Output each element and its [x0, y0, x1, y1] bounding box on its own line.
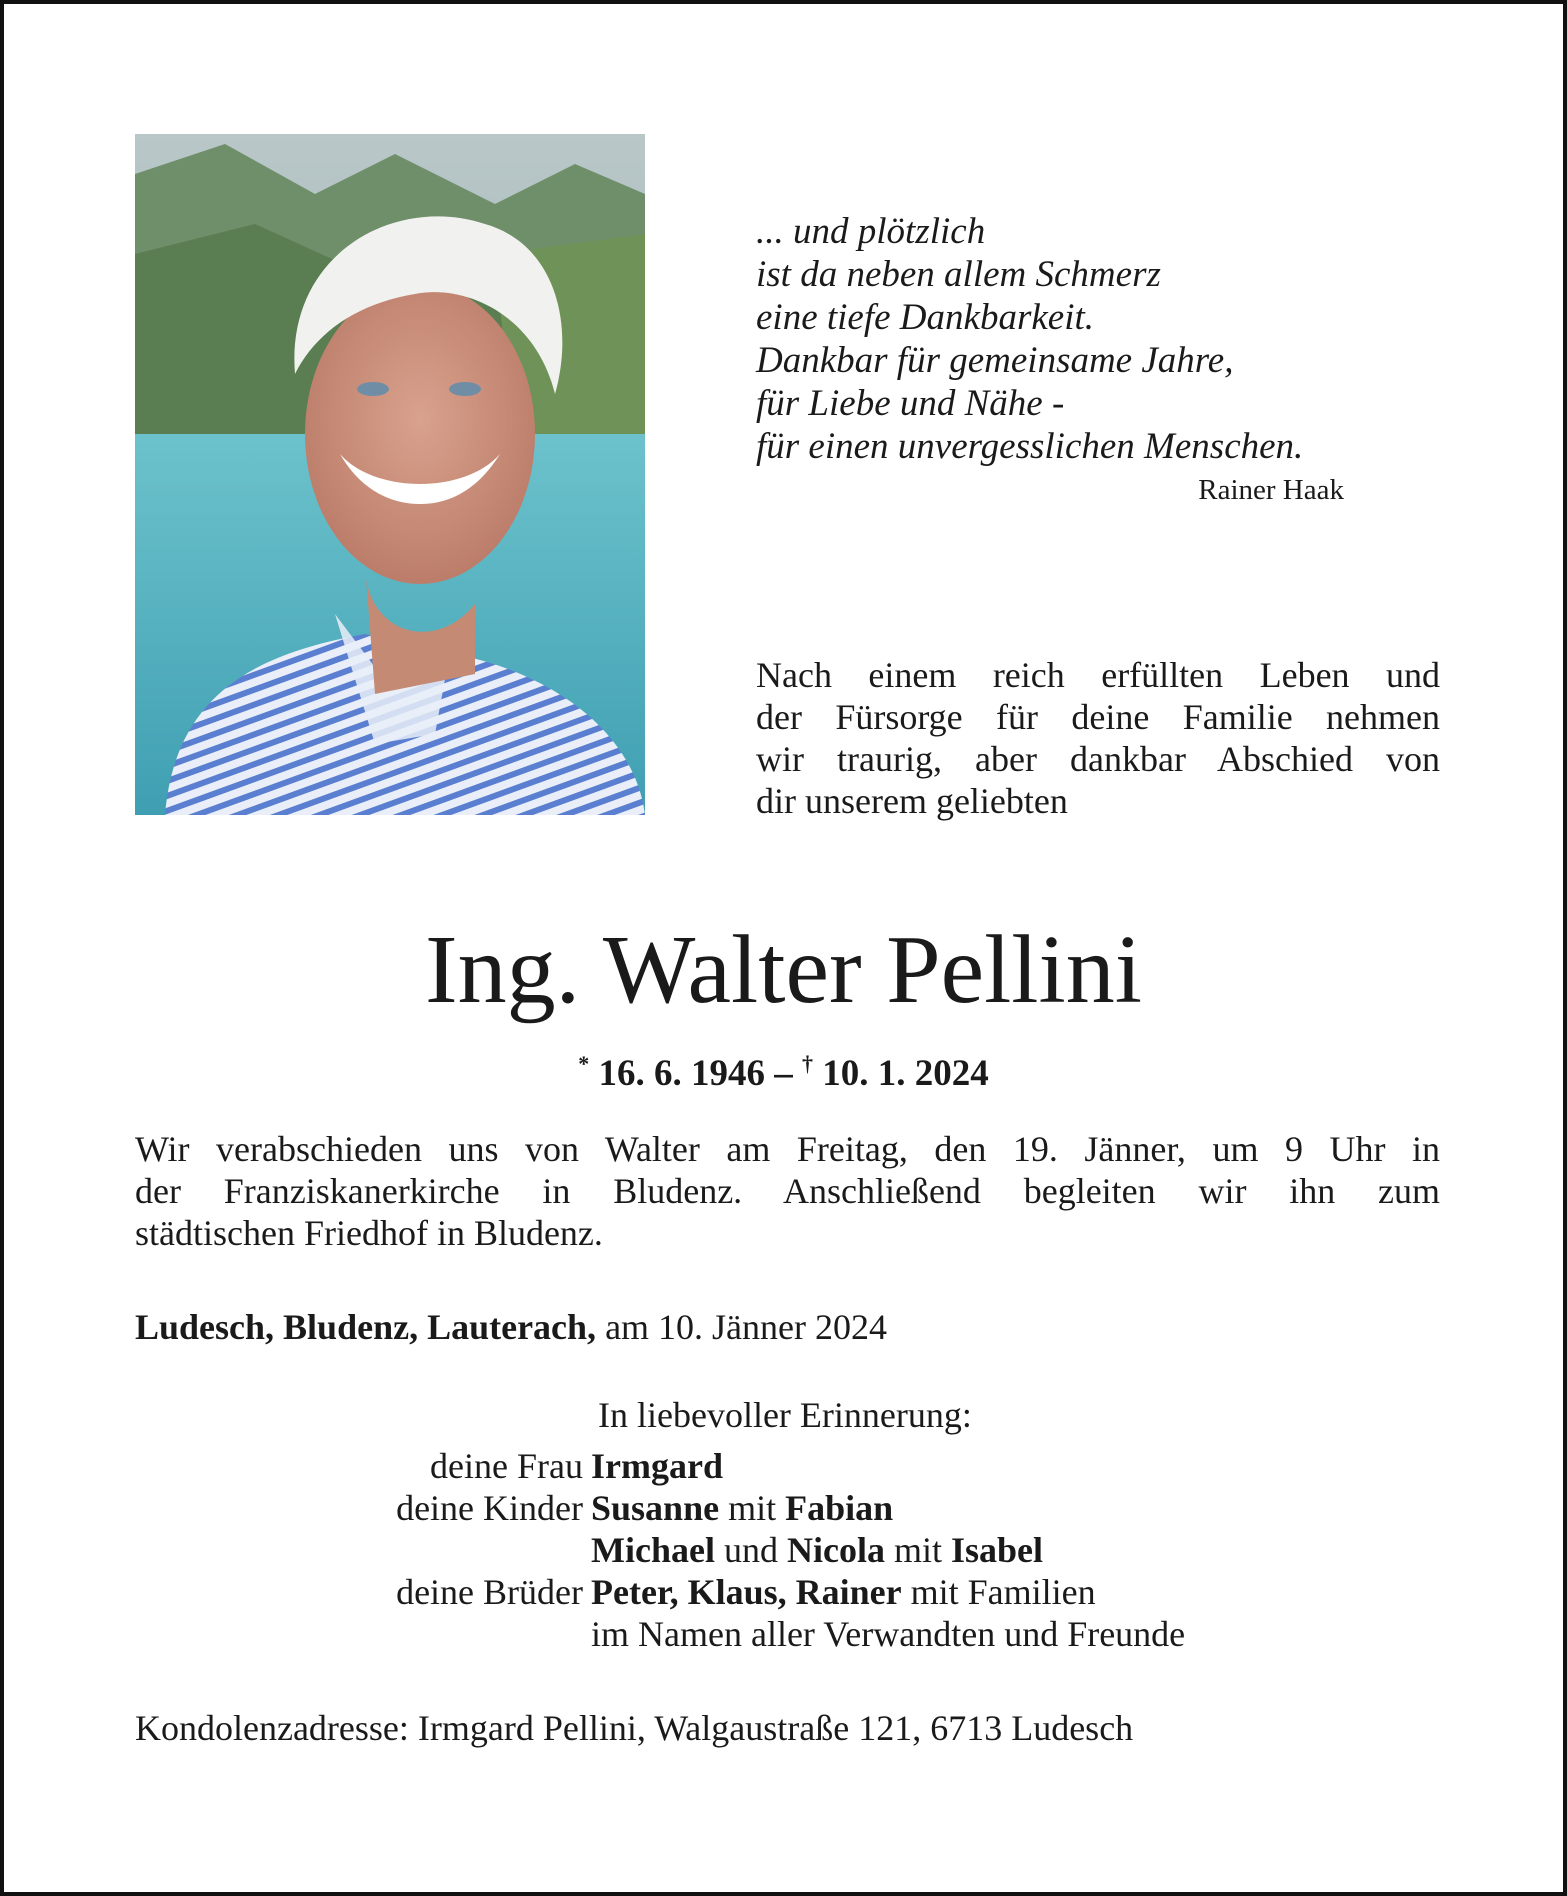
relation-label-empty: [135, 1613, 591, 1655]
partner-name: Fabian: [785, 1488, 894, 1528]
family-names: [591, 1571, 1096, 1613]
quote-line: für Liebe und Nähe -: [756, 383, 1065, 424]
brothers-names: Peter, Klaus, Rainer: [591, 1572, 902, 1612]
relation-label: deine Brüder: [396, 1572, 583, 1612]
quote-line: ... und plötzlich: [756, 211, 986, 252]
conjunction: mit: [893, 1530, 942, 1570]
conjunction: und: [723, 1530, 778, 1570]
child-name: Michael: [591, 1530, 715, 1570]
death-symbol: †: [802, 1051, 813, 1076]
place-towns: Ludesch, Bludenz, Lauterach,: [135, 1307, 597, 1347]
wife-name: Irmgard: [591, 1446, 723, 1486]
quote-line: Dankbar für gemeinsame Jahre,: [756, 340, 1234, 381]
date-separator: –: [774, 1053, 793, 1094]
quote-poem: [756, 210, 1356, 468]
grandchild-name: Isabel: [950, 1530, 1043, 1570]
memory-heading: In liebevoller Erinnerung:: [598, 1395, 972, 1435]
quote-line: ist da neben allem Schmerz: [756, 254, 1161, 295]
condolence-address: Kondolenzadresse: Irmgard Pellini, Walgaustraße 121, 6713 Ludesch: [135, 1708, 1134, 1748]
family-row-children: [135, 1487, 1440, 1529]
place-date-line: [135, 1306, 887, 1348]
family-row-children-2: [135, 1529, 1440, 1571]
intro-line: wir traurig, aber dankbar Abschied von: [756, 739, 1440, 779]
relation-label: deine Frau: [430, 1446, 583, 1486]
service-line: städtischen Friedhof in Bludenz.: [135, 1213, 603, 1253]
child-name: Susanne: [591, 1488, 720, 1528]
intro-text: [756, 654, 1440, 822]
birth-symbol: *: [578, 1051, 590, 1076]
intro-line: der Fürsorge für deine Familie nehmen: [756, 697, 1440, 737]
family-list: [135, 1445, 1440, 1655]
relation-label: deine Kinder: [396, 1488, 583, 1528]
intro-line: dir unserem geliebten: [756, 781, 1068, 821]
family-names: [591, 1445, 723, 1487]
service-line: der Franziskanerkirche in Bludenz. Anschließend begleiten wir ihn zum: [135, 1171, 1440, 1211]
life-dates: [4, 1040, 1563, 1098]
intro-line: Nach einem reich erfüllten Leben und: [756, 655, 1440, 695]
death-date: 10. 1. 2024: [822, 1053, 989, 1094]
quote-line: für einen unvergesslichen Menschen.: [756, 426, 1304, 467]
family-row-brothers: [135, 1571, 1440, 1613]
portrait-photo: [135, 134, 645, 815]
place-date: am 10. Jänner 2024: [605, 1307, 887, 1347]
deceased-name: Ing. Walter Pellini: [424, 916, 1142, 1024]
brothers-suffix: mit Familien: [910, 1572, 1096, 1612]
family-names: [591, 1487, 893, 1529]
partner-name: Nicola: [786, 1530, 885, 1570]
relation-label-empty: [135, 1529, 591, 1571]
closing-line: im Namen aller Verwandten und Freunde: [591, 1614, 1186, 1654]
conjunction: mit: [728, 1488, 777, 1528]
quote-line: eine tiefe Dankbarkeit.: [756, 297, 1095, 338]
funeral-service-text: [135, 1128, 1440, 1254]
family-row-wife: [135, 1445, 1440, 1487]
family-row-closing: [135, 1613, 1440, 1655]
service-line: Wir verabschieden uns von Walter am Freitag, den 19. Jänner, um 9 Uhr in: [135, 1129, 1440, 1169]
birth-date: 16. 6. 1946: [598, 1053, 765, 1094]
family-names: [591, 1529, 1043, 1571]
quote-author: Rainer Haak: [1198, 474, 1344, 506]
